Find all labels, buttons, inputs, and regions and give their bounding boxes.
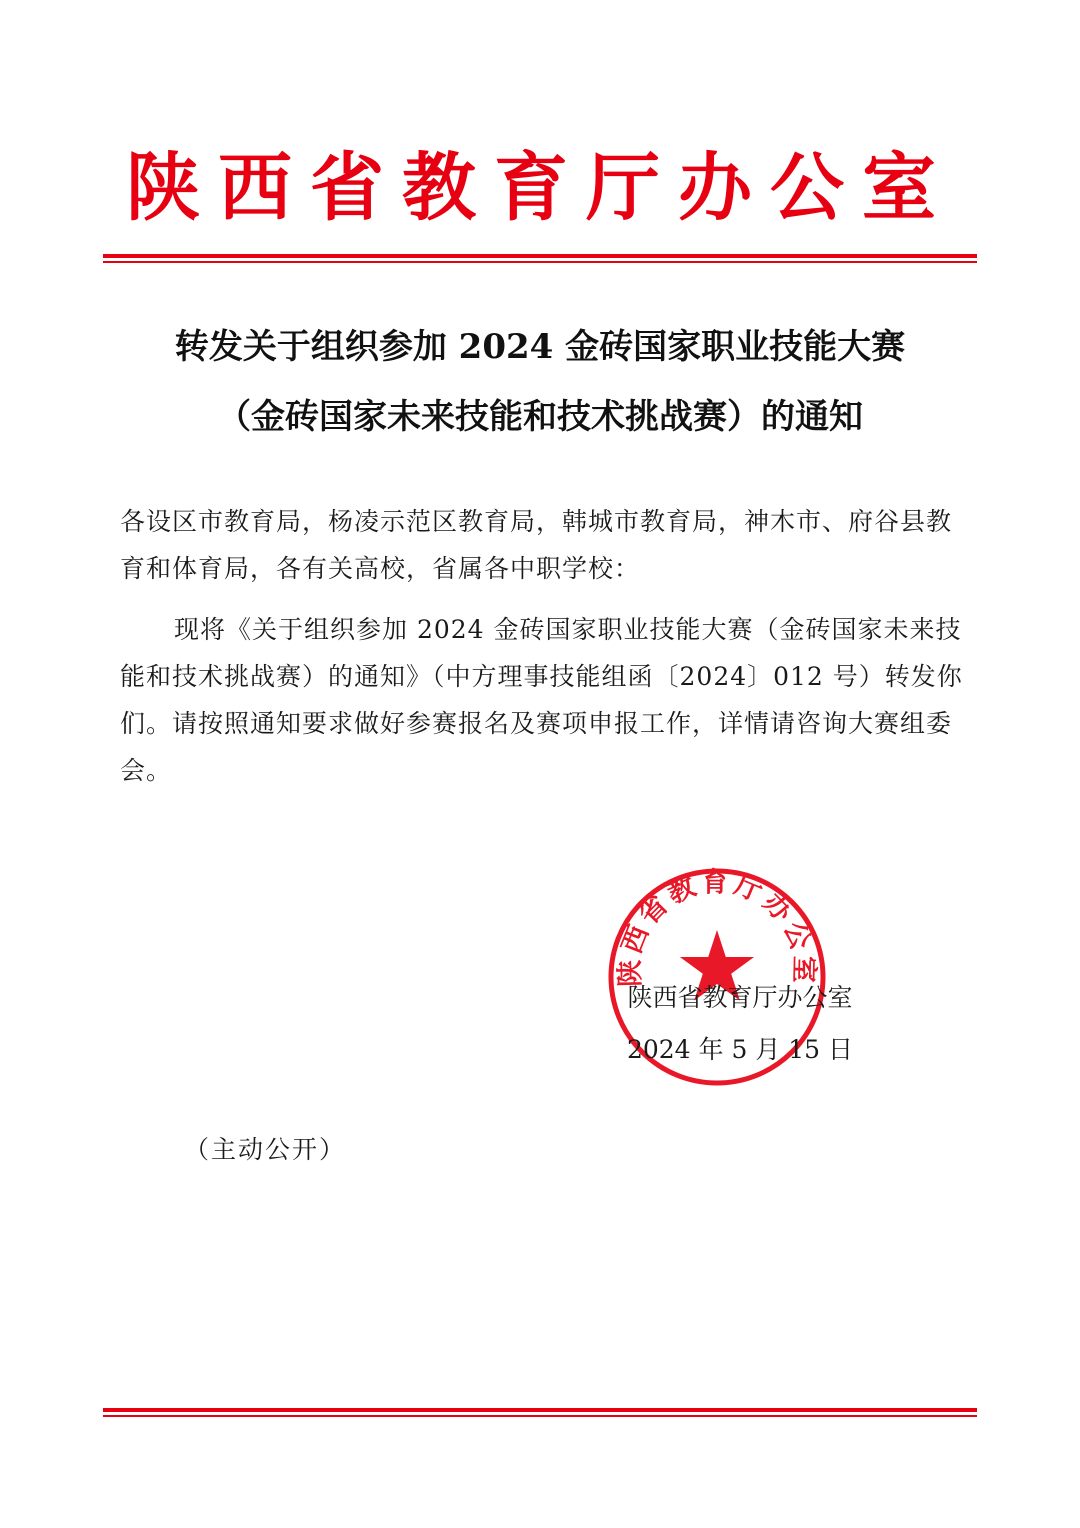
addressee: 各设区市教育局，杨凌示范区教育局，韩城市教育局，神木市、府谷县教育和体育局，各有关高校，省属各中职学校： [120, 507, 953, 583]
signature-issuer: 陕西省教育厅办公室 [627, 983, 853, 1012]
document-title-line-1: 转发关于组织参加 2024 金砖国家职业技能大赛 [174, 327, 906, 367]
seal-text: 陕西省教育厅办公室 [614, 867, 820, 988]
document-title-line-2: （金砖国家未来技能和技术挑战赛）的通知 [217, 397, 863, 437]
signature-block [560, 972, 920, 1076]
signature-date: 2024 年 5 月 15 日 [626, 1035, 854, 1064]
disclosure-label: （主动公开） [184, 1135, 347, 1164]
issuer-header: 陕西省教育厅办公室 [126, 145, 954, 231]
footer-divider-thin-line [103, 1415, 977, 1417]
header-divider [103, 254, 977, 263]
footer-divider [103, 1408, 977, 1417]
header-divider-thin-line [103, 261, 977, 263]
body-paragraph: 现将《关于组织参加 2024 金砖国家职业技能大赛（金砖国家未来技能和技术挑战赛）的通知》（中方理事技能组函〔2024〕012 号）转发你们。请按照通知要求做好参赛报名及赛项申报工作，详情请咨询大赛组委会。 [120, 615, 963, 785]
